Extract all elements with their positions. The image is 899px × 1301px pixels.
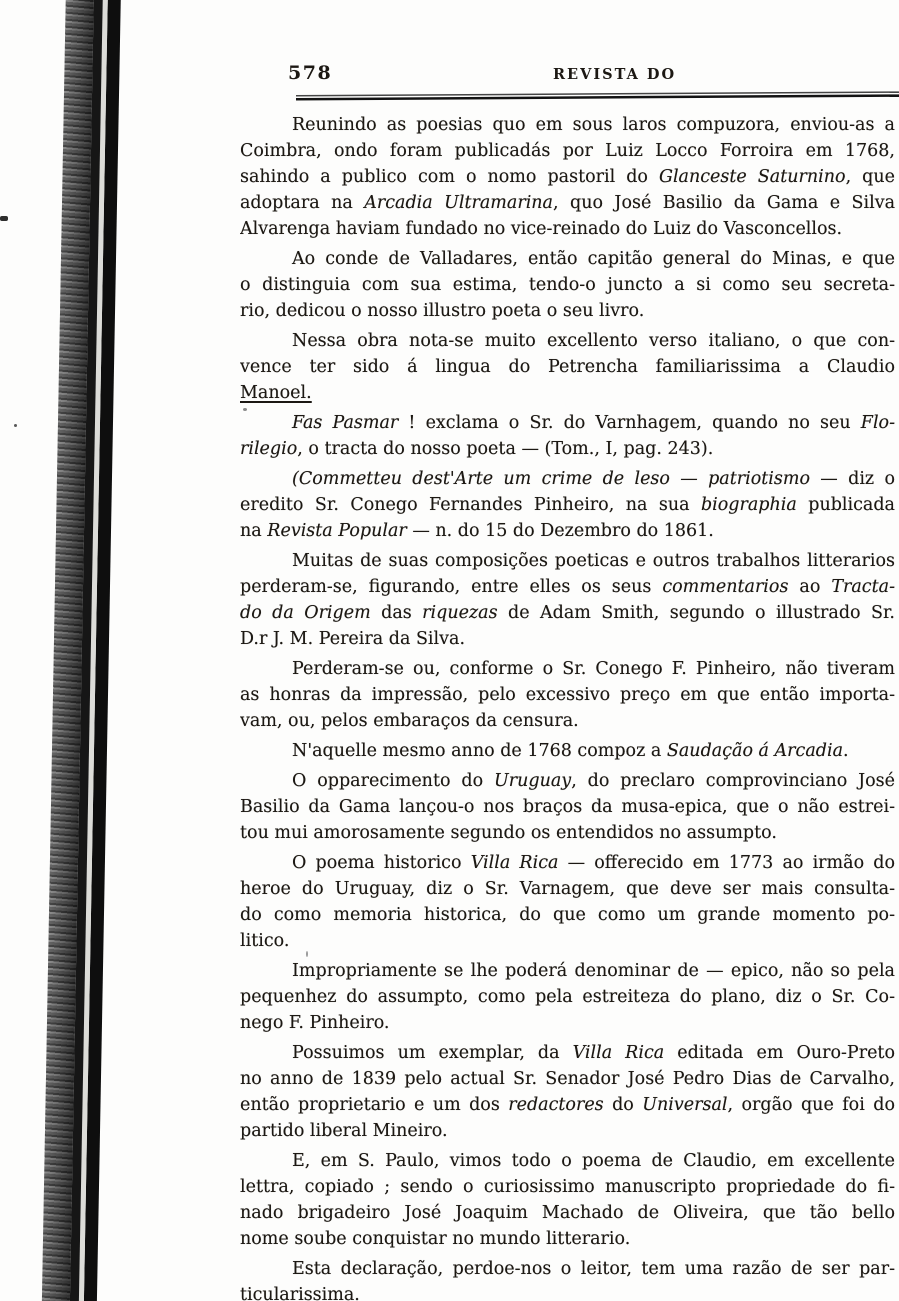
text-line [240,138,895,164]
text-segment: Nessa obra nota-se muito excellento verso italiano, o que con- [292,331,895,351]
text-segment: nego F. Pinheiro. [240,1013,390,1033]
text-segment: do [603,1095,643,1115]
text-segment: Esta declaração, perdoe-nos o leitor, tem uma razão de ser par- [292,1259,895,1279]
text-line [240,436,895,462]
text-line [240,768,895,794]
text-line [240,1148,895,1174]
text-segment: Arcadia Ultramarina [364,193,553,213]
text-line [240,1200,895,1226]
text-segment: Revista Popular [267,521,407,541]
text-segment: D.r J. M. Pereira da Silva. [240,629,466,649]
text-line [240,112,895,138]
text-segment: — offerecido em 1773 ao irmão do [558,853,895,873]
text-line [240,518,895,544]
text-segment: das [370,603,423,623]
text-segment: — n. do 15 do Dezembro do 1861. [406,521,714,541]
text-line [240,876,895,902]
paragraph [240,768,895,846]
paragraph [240,1256,895,1301]
text-line [240,984,895,1010]
text-segment: publicada [796,495,895,515]
text-segment: vence ter sido á lingua do Petrencha familiarissima a Claudio [240,357,895,377]
text-segment: Manoel. [240,383,312,403]
text-line [240,1282,895,1301]
header-rule [296,90,899,101]
text-segment: no anno de 1839 pelo actual Sr. Senador José Pedro Dias de Carvalho, [240,1069,895,1089]
text-segment: partido liberal Mineiro. [240,1121,448,1141]
text-line [240,820,895,846]
text-segment: nado brigadeiro José Joaquim Machado de Oliveira, que tão bello [240,1203,895,1223]
text-segment: Muitas de suas composições poeticas e outros trabalhos litterarios [292,551,895,571]
text-line [240,272,895,298]
text-segment: tou mui amorosamente segundo os entendidos no assumpto. [240,823,777,843]
text-segment: Tracta- [831,577,895,597]
text-line [240,466,895,492]
text-segment: commentarios [662,577,789,597]
text-segment: perderam-se, figurando, entre elles os seus [240,577,663,597]
text-segment: , quo José Basilio da Gama e Silva [553,193,895,213]
text-segment: Uruguay [494,771,572,791]
text-segment: Basilio da Gama lançou-o nos braços da musa-epica, que o não estrei- [240,797,895,817]
paragraph [240,328,895,406]
text-segment: — diz o [809,469,895,489]
text-segment: Coimbra, ondo foram publicadás por Luiz Locco Forroira em 1768, [240,141,895,161]
text-segment: rilegio [240,439,298,459]
text-segment: O opparecimento do [292,771,495,791]
text-line [240,354,895,380]
text-segment: Impropriamente se lhe poderá denominar de — epico, não so pela [292,961,895,981]
text-segment: , o tracta do nosso poeta — (Tom., I, pag. 243). [297,439,714,459]
text-line [240,738,895,764]
text-line [240,1066,895,1092]
paragraph [240,246,895,324]
text-line [240,246,895,272]
text-segment: Universal [642,1095,728,1115]
scan-speck [0,216,8,221]
text-line [240,492,895,518]
text-segment: Reunindo as poesias quo em sous laros compuzora, enviou-as a [292,115,895,135]
text-segment: editada em Ouro-Preto [664,1043,895,1063]
text-segment: Alvarenga haviam fundado no vice-reinado do Luiz do Vasconcellos. [240,219,843,239]
text-segment: Fas Pasmar [292,413,399,433]
text-segment: eredito Sr. Conego Fernandes Pinheiro, na sua [240,495,701,515]
book-binding-gutter [32,0,128,1301]
text-segment: Perderam-se ou, conforme o Sr. Conego F. Pinheiro, não tiveram [292,659,895,679]
text-line [240,410,895,436]
text-segment: O poema historico [292,853,471,873]
text-line [240,682,895,708]
text-segment: na [240,521,268,541]
text-segment: riquezas [422,603,498,623]
text-segment: adoptara na [240,193,365,213]
paragraph [240,548,895,652]
text-line [240,928,895,954]
scan-speck [243,408,247,411]
text-segment: Flo- [860,413,895,433]
text-segment: (Commetteu dest'Arte um crime de leso — patriotismo [292,469,810,489]
text-line [240,1118,895,1144]
page-number: 578 [288,62,333,84]
text-segment: E, em S. Paulo, vimos todo o poema de Claudio, em excellente [292,1151,895,1171]
text-segment: rio, dedicou o nosso illustro poeta o seu livro. [240,301,645,321]
text-line [240,794,895,820]
text-segment: do da Origem [240,603,371,623]
text-line [240,1226,895,1252]
text-segment: litico. [240,931,290,951]
text-line [240,328,895,354]
text-line [240,298,895,324]
text-segment: Glanceste Saturnino [658,167,846,187]
text-line [240,574,895,600]
text-segment: . [843,741,849,761]
text-segment: o distinguia com sua estima, tendo-o juncto a si como seu secreta- [240,275,895,295]
text-segment: vam, ou, pelos embaraços da censura. [240,711,579,731]
scan-speck [14,424,17,427]
text-segment: lettra, copiado ; sendo o curiosissimo manuscripto propriedade do fi- [240,1177,895,1197]
text-segment: sahindo a publico com o nomo pastoril do [240,167,659,187]
text-line [240,708,895,734]
paragraph [240,1040,895,1144]
text-line [240,164,895,190]
scan-speck [306,951,308,957]
text-line [240,626,895,652]
text-line [240,1256,895,1282]
text-segment: Villa Rica [572,1043,665,1063]
text-segment: N'aquelle mesmo anno de 1768 compoz a [292,741,667,761]
text-segment: ao [788,577,832,597]
text-line [240,1040,895,1066]
paragraph [240,112,895,242]
text-segment: nome soube conquistar no mundo litterario. [240,1229,631,1249]
paragraph [240,466,895,544]
text-segment: biographia [700,495,797,515]
paragraph [240,738,895,764]
paragraph [240,656,895,734]
text-segment: Ao conde de Valladares, então capitão general do Minas, e que [292,249,895,269]
text-line [240,1174,895,1200]
text-segment: de Adam Smith, segundo o illustrado Sr. [497,603,895,623]
running-header-title: REVISTA DO [553,66,677,83]
page-body [240,112,895,1301]
text-line [240,958,895,984]
paragraph [240,850,895,954]
text-segment: Villa Rica [470,853,559,873]
paragraph [240,1148,895,1252]
text-line [240,902,895,928]
text-segment: ! exclama o Sr. do Varnhagem, quando no seu [398,413,861,433]
text-line [240,1010,895,1036]
text-line [240,850,895,876]
text-line [240,1092,895,1118]
paragraph [240,958,895,1036]
text-line [240,216,895,242]
text-segment: do como memoria historica, do que como um grande momento po- [240,905,895,925]
text-line [240,380,895,406]
text-segment: , orgão que foi do [727,1095,895,1115]
text-segment: Possuimos um exemplar, da [292,1043,573,1063]
paragraph [240,410,895,462]
text-segment: as honras da impressão, pelo excessivo preço em que então importa- [240,685,895,705]
text-line [240,656,895,682]
text-segment: Saudação á Arcadia [666,741,844,761]
text-segment: pequenhez do assumpto, como pela estreiteza do plano, diz o Sr. Co- [240,987,895,1007]
text-segment: heroe do Uruguay, diz o Sr. Varnagem, que deve ser mais consulta- [240,879,895,899]
text-segment: , do preclaro comprovinciano José [571,771,895,791]
text-line [240,548,895,574]
text-line [240,190,895,216]
text-line [240,600,895,626]
text-segment: , que [845,167,895,187]
text-segment: então proprietario e um dos [240,1095,509,1115]
text-segment: redactores [508,1095,604,1115]
text-segment: ticularissima. [240,1285,360,1301]
